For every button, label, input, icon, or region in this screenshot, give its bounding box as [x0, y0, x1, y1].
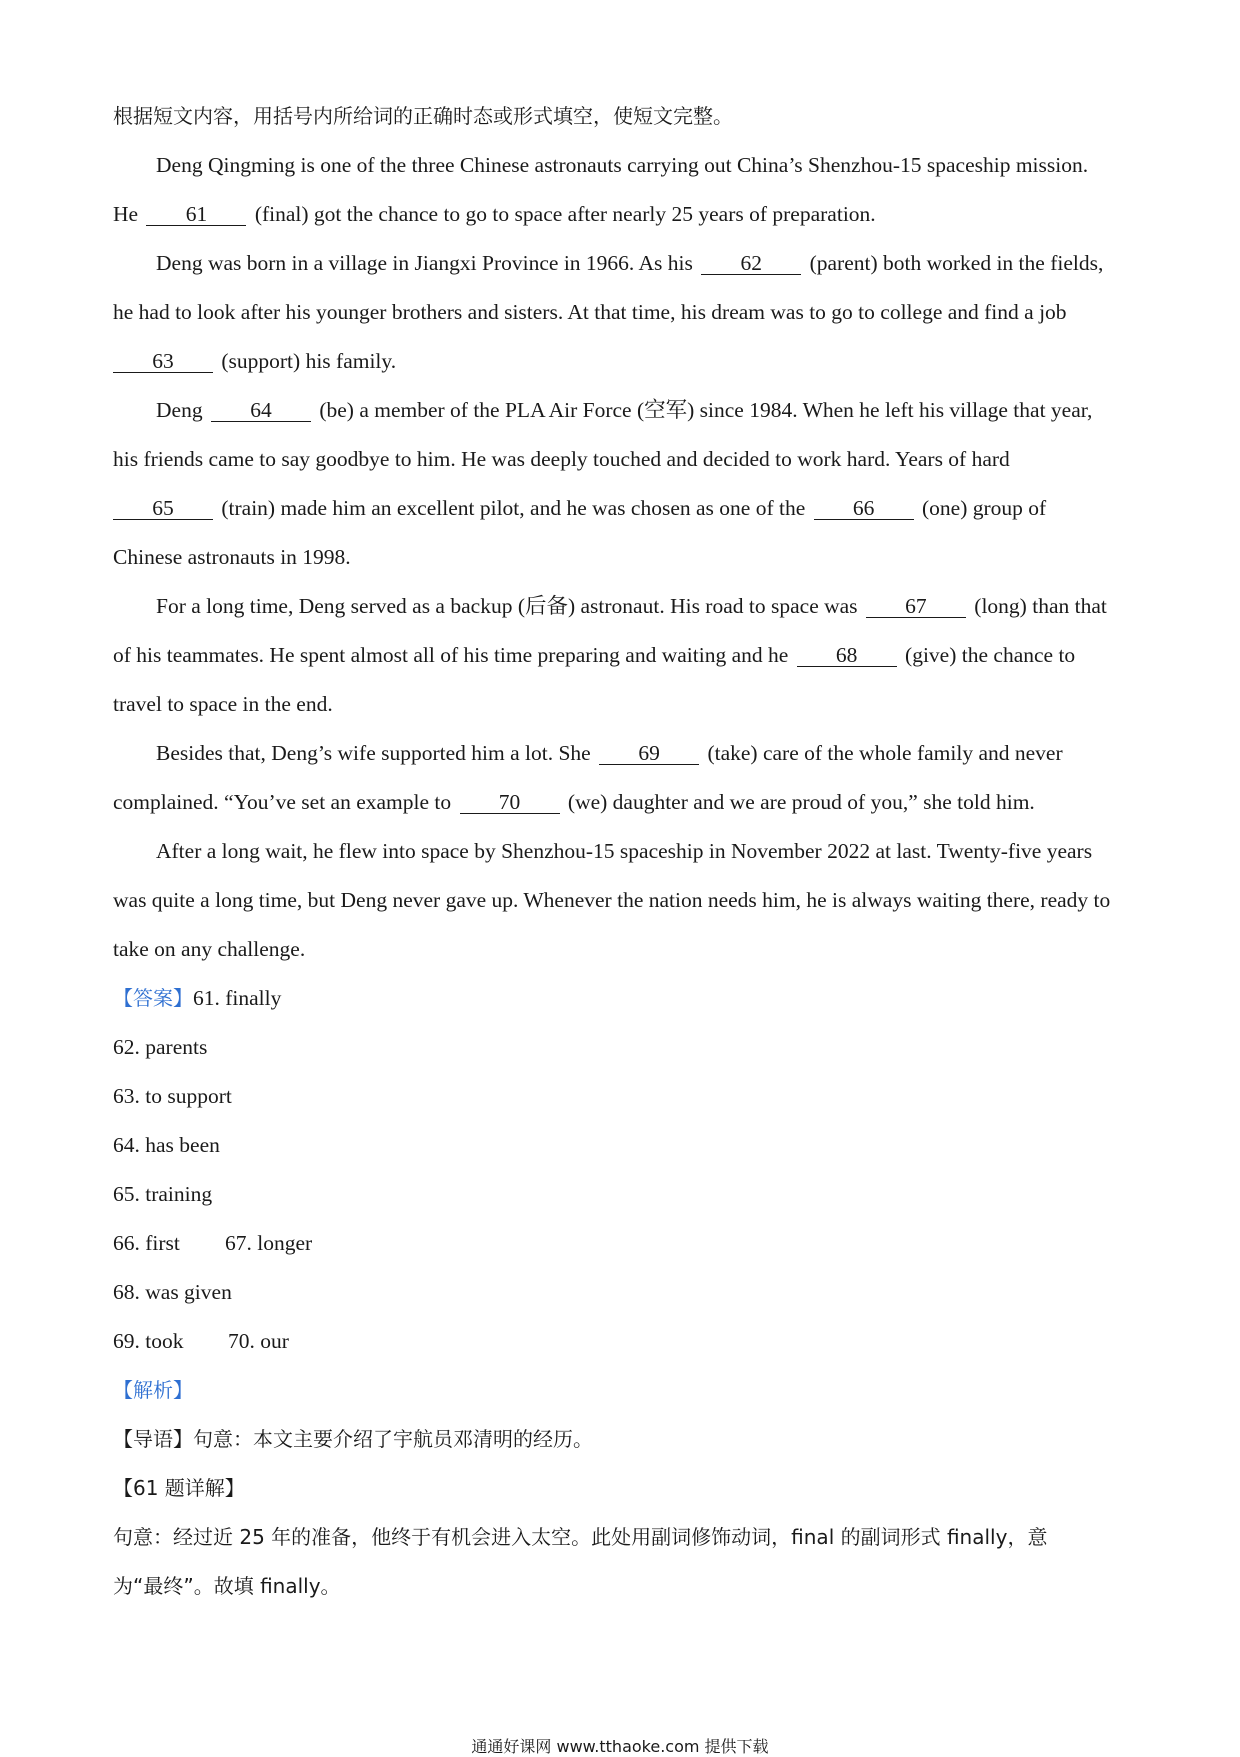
- paragraph-3-line-1: Deng 64 (be) a member of the PLA Air Force (空军) since 1984. When he left his village that year,: [156, 398, 1093, 422]
- paragraph-6-line-3: take on any challenge.: [113, 937, 306, 961]
- answer-66-67-line: [113, 1219, 1133, 1268]
- document-page: [113, 92, 1133, 1611]
- answer-63: 63. to support: [113, 1084, 232, 1108]
- blank-69: 69: [599, 742, 699, 765]
- page-footer: 通通好课网 www.tthaoke.com 提供下载: [471, 1737, 769, 1756]
- answer-62: 62. parents: [113, 1035, 208, 1059]
- paragraph-1-line-1: Deng Qingming is one of the three Chinese astronauts carrying out China’s Shenzhou-15 spaceship mission.: [156, 153, 1089, 177]
- blank-66: 66: [814, 497, 914, 520]
- paragraph-6-line-2: was quite a long time, but Deng never gave up. Whenever the nation needs him, he is always waiting there, ready to: [113, 888, 1111, 912]
- paragraph-5-line-1: Besides that, Deng’s wife supported him a lot. She 69 (take) care of the whole family and never: [156, 741, 1063, 765]
- blank-65: 65: [113, 497, 213, 520]
- instruction: 根据短文内容，用括号内所给词的正确时态或形式填空，使短文完整。: [113, 104, 733, 128]
- paragraph-5-line-2: complained. “You’ve set an example to 70 (we) daughter and we are proud of you,” she told him.: [113, 790, 1035, 814]
- paragraph-6-line-1: After a long wait, he flew into space by Shenzhou-15 spaceship in November 2022 at last. Twenty-five years: [156, 839, 1093, 863]
- paragraph-2-line-2: he had to look after his younger brothers and sisters. At that time, his dream was to go to college and find a job: [113, 300, 1067, 324]
- paragraph-3-line-3: 65 (train) made him an excellent pilot, and he was chosen as one of the 66 (one) group of: [113, 484, 1133, 533]
- blank-61: 61: [146, 203, 246, 226]
- paragraph-3-line-4: Chinese astronauts in 1998.: [113, 545, 351, 569]
- answer-67: 67. longer: [225, 1231, 313, 1255]
- answer-61-line: 【答案】61. finally: [113, 986, 282, 1010]
- paragraph-2-line-3: 63 (support) his family.: [113, 337, 1133, 386]
- answer-69-70-line: [113, 1317, 1133, 1366]
- answer-68: 68. was given: [113, 1280, 232, 1304]
- answer-tag: 【答案】: [113, 986, 193, 1010]
- blank-68: 68: [797, 644, 897, 667]
- detail-line-2: 为“最终”。故填 finally。: [113, 1574, 341, 1598]
- paragraph-2-line-1: Deng was born in a village in Jiangxi Province in 1966. As his 62 (parent) both worked in the fields,: [156, 251, 1104, 275]
- paragraph-4-line-3: travel to space in the end.: [113, 692, 333, 716]
- analysis-tag: 【解析】: [113, 1378, 193, 1402]
- answer-69: 69. took: [113, 1329, 184, 1353]
- answer-65: 65. training: [113, 1182, 213, 1206]
- answer-section: [113, 974, 1133, 1611]
- paragraph-3-line-2: his friends came to say goodbye to him. He was deeply touched and decided to work hard. Years of hard: [113, 447, 1010, 471]
- blank-67: 67: [866, 595, 966, 618]
- detail-title: 【61 题详解】: [113, 1476, 245, 1500]
- answer-66: 66. first: [113, 1231, 180, 1255]
- blank-70: 70: [460, 791, 560, 814]
- paragraph-4-line-1: For a long time, Deng served as a backup (后备) astronaut. His road to space was 67 (long) than that: [156, 594, 1107, 618]
- paragraph-4-line-2: of his teammates. He spent almost all of his time preparing and waiting and he 68 (give) the chance to: [113, 643, 1076, 667]
- answer-64: 64. has been: [113, 1133, 220, 1157]
- paragraph-1-line-2: He 61 (final) got the chance to go to space after nearly 25 years of preparation.: [113, 202, 876, 226]
- blank-62: 62: [701, 252, 801, 275]
- blank-64: 64: [211, 399, 311, 422]
- detail-line-1: 句意：经过近 25 年的准备，他终于有机会进入太空。此处用副词修饰动词，final 的副词形式 finally，意: [113, 1525, 1048, 1549]
- blank-63: 63: [113, 350, 213, 373]
- guide-text: 【导语】句意：本文主要介绍了宇航员邓清明的经历。: [113, 1427, 593, 1451]
- answer-70: 70. our: [228, 1329, 289, 1353]
